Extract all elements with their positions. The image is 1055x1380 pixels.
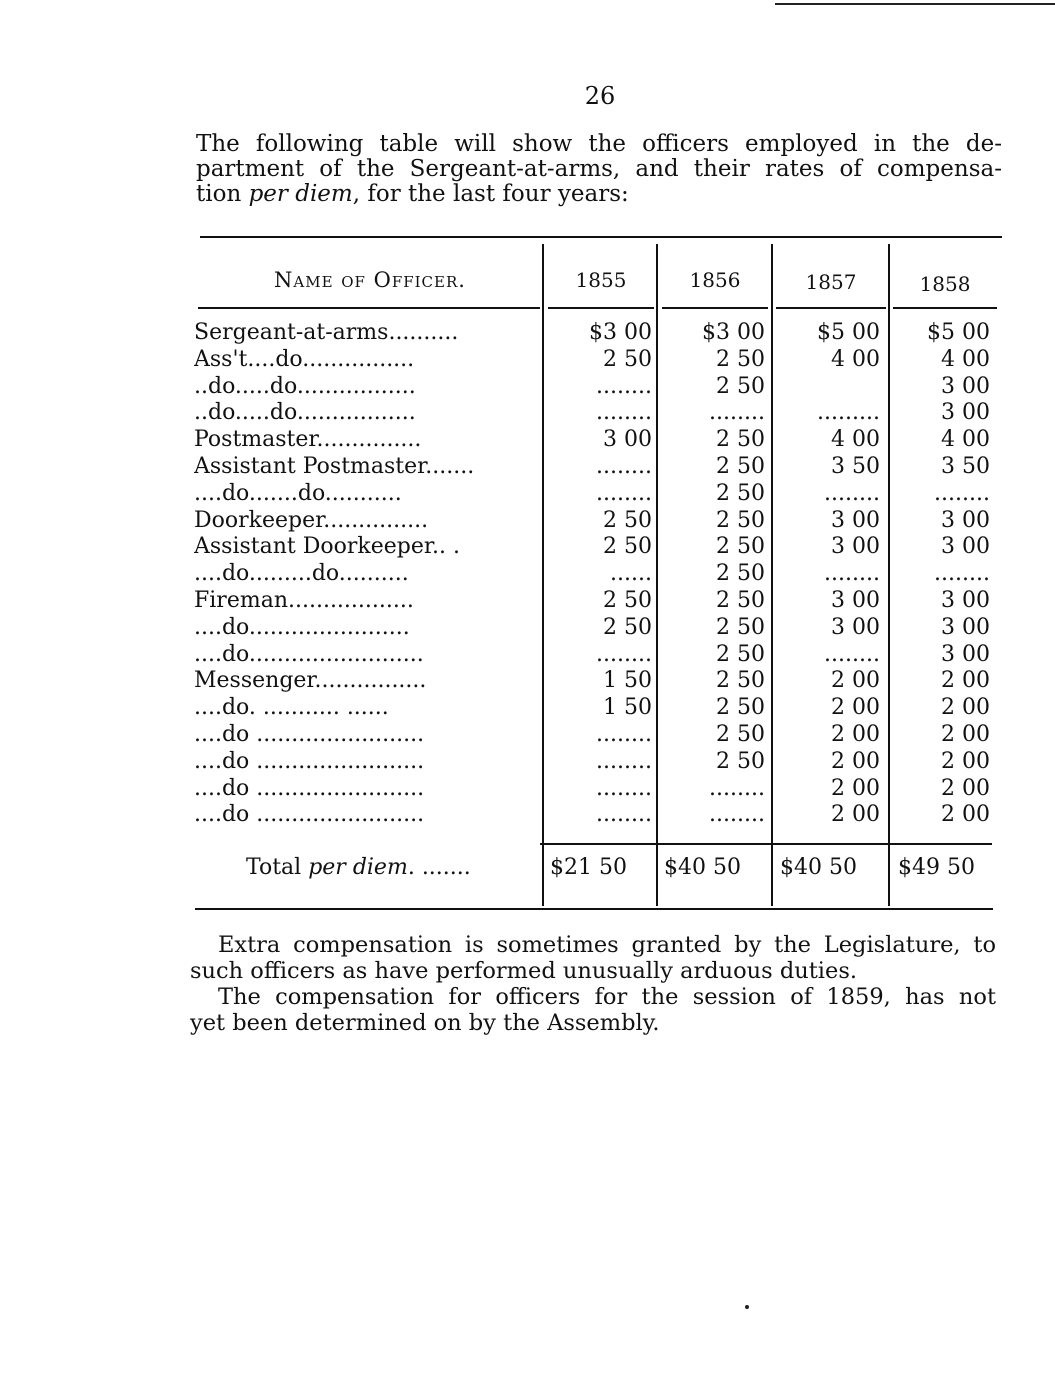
rate-1858: 3 00	[941, 373, 990, 399]
rate-1855: ........	[596, 480, 652, 506]
page-number: 26	[584, 82, 616, 110]
officer-name: ....do ........................	[194, 775, 425, 801]
rate-1856: 2 50	[716, 668, 765, 694]
rate-1858: 2 00	[941, 802, 990, 828]
rate-1857: 4 00	[831, 427, 880, 453]
total-1857: $40 50	[780, 855, 857, 880]
officer-name: Assistant Postmaster.......	[194, 453, 475, 479]
rate-1857: 3 00	[831, 534, 880, 560]
rate-1858: 2 00	[941, 668, 990, 694]
officer-name: Sergeant-at-arms..........	[194, 320, 459, 345]
rate-1855: ........	[596, 400, 652, 426]
paper-speck	[745, 1305, 749, 1309]
officer-name: ..do.....do.................	[194, 400, 416, 426]
rate-1858: 3 00	[941, 587, 990, 613]
officer-name: ..do.....do.................	[194, 373, 416, 399]
rate-1858: 4 00	[941, 427, 990, 453]
total-label	[246, 855, 471, 880]
rate-1857: ........	[824, 480, 880, 506]
intro-line-2: partment of the Sergeant-at-arms, and their rates of compensa-	[196, 156, 1002, 182]
rate-1857	[770, 374, 880, 401]
rate-1858: $5 00	[927, 320, 990, 345]
intro-per-diem: per diem	[248, 181, 353, 207]
rate-1855: 2 50	[603, 346, 652, 372]
rate-1857: 2 00	[831, 668, 880, 694]
rate-1856: 2 50	[716, 534, 765, 560]
rate-1856: 2 50	[716, 614, 765, 640]
officer-name: ....do.......do...........	[194, 480, 402, 506]
officer-name: Fireman..................	[194, 587, 414, 613]
note-2-line-1: The compensation for officers for the session of 1859, has not	[218, 984, 996, 1010]
rate-1856: 2 50	[716, 587, 765, 613]
intro-line-3-post: , for the last four years:	[352, 181, 629, 207]
rate-1858: ........	[934, 561, 990, 587]
rate-1856: 2 50	[716, 748, 765, 774]
rate-1856: 2 50	[716, 373, 765, 399]
rate-1856: 2 50	[716, 453, 765, 479]
top-edge-rule	[775, 3, 1055, 5]
rate-1857: 3 00	[831, 507, 880, 533]
rate-1858: 3 00	[941, 641, 990, 667]
header-name-of-officer: Name of Officer.	[274, 268, 466, 292]
intro-line-3	[196, 182, 1002, 207]
note-1-line-2: such officers as have performed unusually arduous duties.	[190, 958, 858, 984]
rate-1856: ........	[709, 802, 765, 828]
total-per-diem: per diem	[308, 855, 408, 880]
rate-1858: 2 00	[941, 748, 990, 774]
rate-1857: 3 00	[831, 587, 880, 613]
rate-1856: 2 50	[716, 561, 765, 587]
rate-1856: 2 50	[716, 721, 765, 747]
rate-1858: 2 00	[941, 695, 990, 721]
rate-1856: 2 50	[716, 641, 765, 667]
rate-1855: ........	[596, 641, 652, 667]
rate-1856: 2 50	[716, 507, 765, 533]
note-2-line-2: yet been determined on by the Assembly.	[190, 1010, 660, 1036]
rate-1855: ........	[596, 721, 652, 747]
rate-1855: 2 50	[603, 614, 652, 640]
rate-1856: ........	[709, 775, 765, 801]
table-bottom-rule	[195, 908, 993, 910]
rate-1855: ........	[596, 373, 652, 399]
officer-name: ....do.........................	[194, 641, 424, 667]
rate-1857: 2 00	[831, 775, 880, 801]
header-bottom-rule	[198, 307, 540, 309]
rate-1857: ........	[824, 641, 880, 667]
rate-1856: 2 50	[716, 427, 765, 453]
rate-1857: 2 00	[831, 695, 880, 721]
rate-1855: ........	[596, 748, 652, 774]
total-label-pre: Total	[246, 855, 309, 880]
header-year-1858: 1858	[919, 272, 971, 296]
rate-1857: 3 50	[831, 453, 880, 479]
officer-name: Postmaster...............	[194, 427, 422, 453]
rate-1858: 3 00	[941, 400, 990, 426]
note-1-line-1: Extra compensation is sometimes granted by the Legislature, to	[218, 932, 996, 958]
rate-1857: 2 00	[831, 748, 880, 774]
rate-1855: 1 50	[603, 695, 652, 721]
rate-1857: .........	[817, 400, 880, 426]
total-1856: $40 50	[664, 855, 741, 880]
table-top-rule	[200, 236, 1002, 238]
total-1858: $49 50	[898, 855, 975, 880]
intro-line-3-pre: tion	[196, 181, 249, 207]
header-bottom-rule-1858	[893, 307, 997, 309]
header-year-1856: 1856	[689, 268, 741, 292]
rate-1855: 3 00	[603, 427, 652, 453]
rate-1857: ........	[824, 561, 880, 587]
officer-name: ....do ........................	[194, 802, 425, 828]
rate-1857: $5 00	[817, 320, 880, 345]
header-bottom-rule-1857	[776, 307, 886, 309]
total-top-rule	[540, 843, 992, 845]
officer-name: ....do ........................	[194, 721, 425, 747]
total-label-post: . .......	[407, 855, 471, 880]
rate-1857: 2 00	[831, 721, 880, 747]
rate-1855: ........	[596, 802, 652, 828]
notes-section	[190, 932, 996, 1036]
rate-1858: ........	[934, 480, 990, 506]
rate-1855: ......	[610, 561, 652, 587]
rate-1856: $3 00	[702, 320, 765, 345]
officer-name: ....do.........do..........	[194, 561, 409, 587]
rate-1855: ........	[596, 775, 652, 801]
rate-1858: 2 00	[941, 775, 990, 801]
officer-name: ....do. ........... ......	[194, 695, 389, 721]
rate-1858: 3 00	[941, 614, 990, 640]
officer-name: Assistant Doorkeeper.. .	[194, 534, 460, 560]
intro-paragraph	[196, 132, 1002, 207]
officer-name: Doorkeeper...............	[194, 507, 429, 533]
rate-1857: 4 00	[831, 346, 880, 372]
intro-line-1: The following table will show the officers employed in the de-	[196, 131, 1002, 157]
rate-1858: 4 00	[941, 346, 990, 372]
rate-1858: 3 50	[941, 453, 990, 479]
rate-1855: 2 50	[603, 587, 652, 613]
header-year-1857: 1857	[805, 270, 857, 294]
rate-1855: 1 50	[603, 668, 652, 694]
rate-1857: 3 00	[831, 614, 880, 640]
rate-1855: 2 50	[603, 507, 652, 533]
header-bottom-rule-1855	[548, 307, 654, 309]
officer-name: ....do.......................	[194, 614, 410, 640]
rate-1855: ........	[596, 453, 652, 479]
officer-name: Ass't....do................	[194, 346, 415, 372]
rate-1856: ........	[709, 400, 765, 426]
rate-1858: 3 00	[941, 507, 990, 533]
rate-1856: 2 50	[716, 695, 765, 721]
rate-1856: 2 50	[716, 480, 765, 506]
rate-1855: 2 50	[603, 534, 652, 560]
header-year-1855: 1855	[575, 268, 627, 292]
rate-1858: 2 00	[941, 721, 990, 747]
total-1855: $21 50	[550, 855, 627, 880]
officer-name: ....do ........................	[194, 748, 425, 774]
rate-1856: 2 50	[716, 346, 765, 372]
rate-1855: $3 00	[589, 320, 652, 345]
officer-name: Messenger................	[194, 668, 427, 694]
rate-1858: 3 00	[941, 534, 990, 560]
rate-1857: 2 00	[831, 802, 880, 828]
header-bottom-rule-1856	[662, 307, 768, 309]
